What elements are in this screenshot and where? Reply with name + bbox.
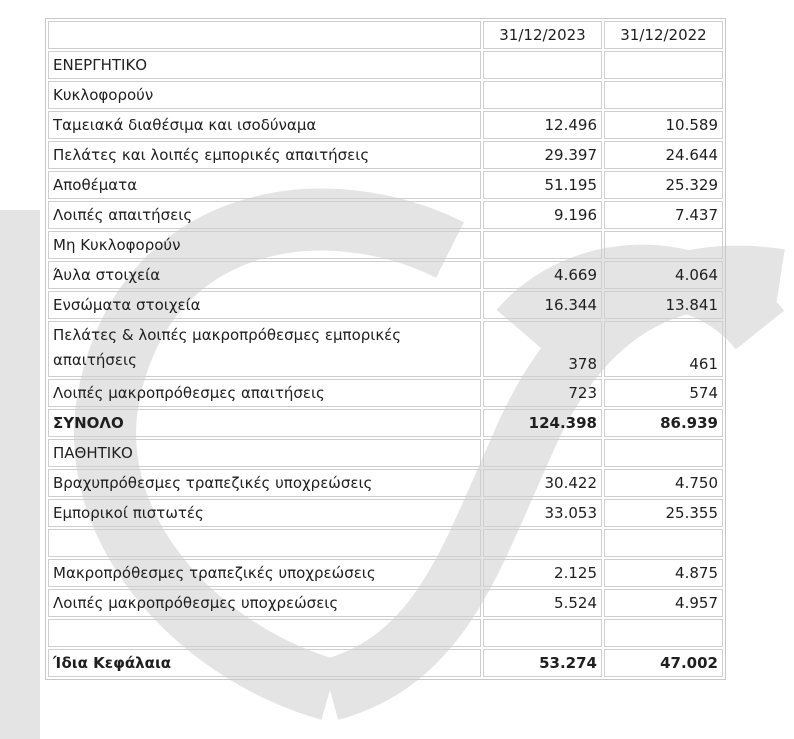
row-value-2023 [483, 51, 602, 79]
row-label: Βραχυπρόθεσμες τραπεζικές υποχρεώσεις [48, 469, 481, 497]
row-value-2022: 86.939 [604, 409, 723, 437]
table-row [48, 261, 723, 289]
row-value-2023 [483, 81, 602, 109]
row-value-2023: 53.274 [483, 649, 602, 677]
row-value-2022 [604, 81, 723, 109]
table-row [48, 439, 723, 467]
row-value-2022: 7.437 [604, 201, 723, 229]
row-value-2022: 4.750 [604, 469, 723, 497]
row-value-2023: 12.496 [483, 111, 602, 139]
row-value-2022 [604, 619, 723, 647]
row-value-2023: 4.669 [483, 261, 602, 289]
row-label: ΠΑΘΗΤΙΚΟ [48, 439, 481, 467]
row-label: Πελάτες και λοιπές εμπορικές απαιτήσεις [48, 141, 481, 169]
row-label: Πελάτες & λοιπές μακροπρόθεσμες εμπορικές απαιτήσεις [48, 321, 481, 377]
table-row [48, 111, 723, 139]
table-row [48, 469, 723, 497]
row-label: Μακροπρόθεσμες τραπεζικές υποχρεώσεις [48, 559, 481, 587]
row-label: ΣΥΝΟΛΟ [48, 409, 481, 437]
row-label: Λοιπές απαιτήσεις [48, 201, 481, 229]
table-row [48, 171, 723, 199]
table-row-equity [48, 649, 723, 677]
row-value-2022: 13.841 [604, 291, 723, 319]
row-value-2023 [483, 619, 602, 647]
row-value-2022 [604, 529, 723, 557]
row-label: Λοιπές μακροπρόθεσμες απαιτήσεις [48, 379, 481, 407]
header-blank-cell [48, 21, 481, 49]
row-value-2022: 4.957 [604, 589, 723, 617]
table-row [48, 291, 723, 319]
row-value-2022 [604, 51, 723, 79]
row-label: Εμπορικοί πιστωτές [48, 499, 481, 527]
row-label [48, 529, 481, 557]
balance-sheet-table [45, 18, 726, 680]
header-2022: 31/12/2022 [604, 21, 723, 49]
row-value-2023: 124.398 [483, 409, 602, 437]
row-value-2023: 378 [483, 321, 602, 377]
header-2023: 31/12/2023 [483, 21, 602, 49]
table-row-empty [48, 619, 723, 647]
row-value-2023: 30.422 [483, 469, 602, 497]
row-label: Λοιπές μακροπρόθεσμες υποχρεώσεις [48, 589, 481, 617]
watermark-left-band [0, 210, 40, 739]
row-value-2023: 9.196 [483, 201, 602, 229]
table-row [48, 81, 723, 109]
table-row [48, 499, 723, 527]
row-value-2022: 10.589 [604, 111, 723, 139]
row-value-2022: 24.644 [604, 141, 723, 169]
row-value-2022: 25.355 [604, 499, 723, 527]
row-value-2022: 4.875 [604, 559, 723, 587]
row-value-2022: 25.329 [604, 171, 723, 199]
table-header-row [48, 21, 723, 49]
row-value-2023: 33.053 [483, 499, 602, 527]
row-value-2023 [483, 231, 602, 259]
row-value-2023 [483, 439, 602, 467]
row-label: Ενσώματα στοιχεία [48, 291, 481, 319]
table-row-total [48, 409, 723, 437]
row-value-2022 [604, 439, 723, 467]
row-value-2023: 2.125 [483, 559, 602, 587]
row-value-2023: 16.344 [483, 291, 602, 319]
row-value-2022: 461 [604, 321, 723, 377]
row-value-2022: 574 [604, 379, 723, 407]
row-label [48, 619, 481, 647]
row-label: Μη Κυκλοφορούν [48, 231, 481, 259]
row-label: Ταμειακά διαθέσιμα και ισοδύναμα [48, 111, 481, 139]
row-label: Ίδια Κεφάλαια [48, 649, 481, 677]
table-row [48, 141, 723, 169]
row-value-2022: 47.002 [604, 649, 723, 677]
row-label: Αποθέματα [48, 171, 481, 199]
row-label: Κυκλοφορούν [48, 81, 481, 109]
row-value-2023: 723 [483, 379, 602, 407]
row-value-2023 [483, 529, 602, 557]
table-row-empty [48, 529, 723, 557]
row-label: Άυλα στοιχεία [48, 261, 481, 289]
table-row [48, 559, 723, 587]
row-value-2023: 51.195 [483, 171, 602, 199]
row-value-2023: 29.397 [483, 141, 602, 169]
table-row [48, 379, 723, 407]
table-row [48, 321, 723, 377]
row-value-2022 [604, 231, 723, 259]
table-row [48, 51, 723, 79]
row-value-2023: 5.524 [483, 589, 602, 617]
table-row [48, 231, 723, 259]
table-row [48, 201, 723, 229]
row-value-2022: 4.064 [604, 261, 723, 289]
table-row [48, 589, 723, 617]
row-label: ΕΝΕΡΓΗΤΙΚΟ [48, 51, 481, 79]
